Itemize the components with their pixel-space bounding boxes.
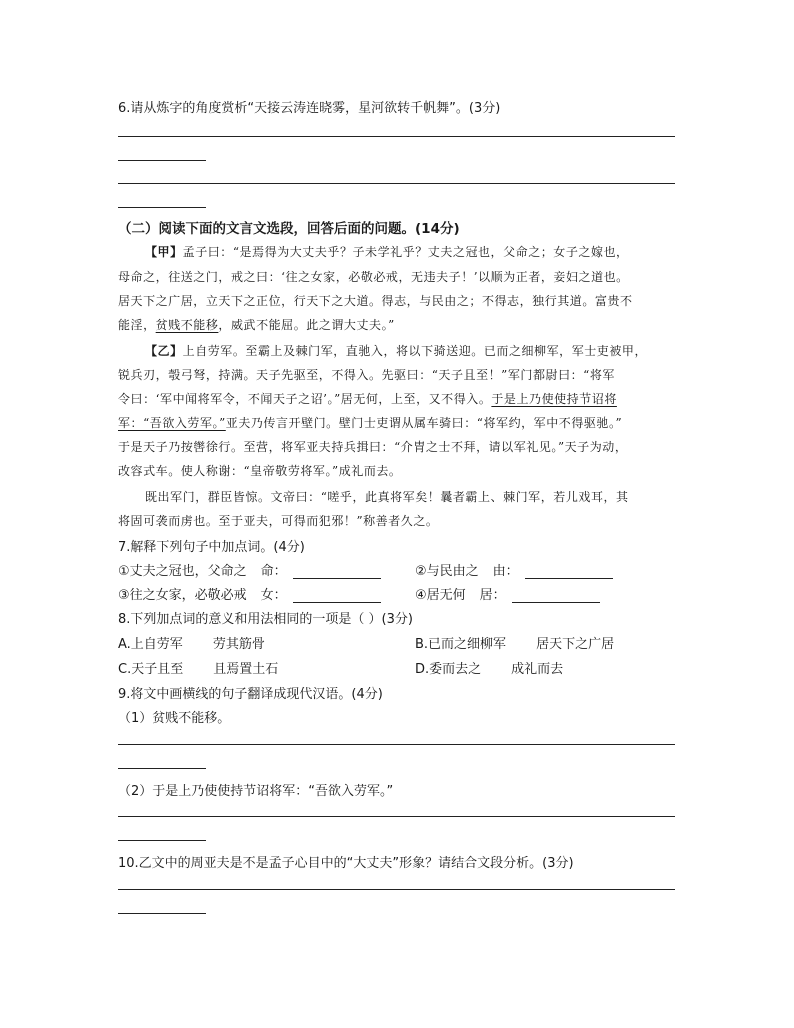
answer-line xyxy=(118,207,206,208)
q7-item-1: ①丈夫之冠也，父命之 命： xyxy=(118,560,381,579)
answer-line xyxy=(118,136,675,137)
answer-line xyxy=(118,768,206,769)
answer-blank[interactable] xyxy=(293,589,381,603)
answer-blank[interactable] xyxy=(525,565,613,579)
q7-item-2: ②与民由之 由： xyxy=(415,560,613,579)
passage-yi-tag: 【乙】 xyxy=(145,344,183,358)
question-7-title: 7.解释下列句子中加点词。(4分) xyxy=(118,540,305,555)
underlined-sentence: 贫贱不能移 xyxy=(155,318,219,332)
question-9-sub-1: （1）贫贱不能移。 xyxy=(118,711,231,726)
section-2-title: （二）阅读下面的文言文选段，回答后面的问题。(14分) xyxy=(118,221,460,237)
passage-yi-line: 锐兵刃，彀弓弩，持满。天子先驱至，不得入。先驱曰：“天子且至！”军门都尉曰：“将军 xyxy=(118,368,615,382)
q7-item-3: ③往之女家，必敬必戒 女： xyxy=(118,584,381,603)
answer-line xyxy=(118,160,206,161)
passage-jia-line: 能淫，贫贱不能移，威武不能屈。此之谓大丈夫。” xyxy=(118,318,395,332)
passage-yi-line: 将固可袭而虏也。至于亚夫，可得而犯邪！”称善者久之。 xyxy=(118,514,439,528)
question-8-title: 8.下列加点词的意义和用法相同的一项是（ ）(3分) xyxy=(118,612,413,627)
option-d[interactable]: D.委而去之 成礼而去 xyxy=(415,662,564,677)
passage-jia-tag: 【甲】 xyxy=(145,245,183,259)
answer-line xyxy=(118,816,675,817)
passage-jia-line: 【甲】孟子曰：“是焉得为大丈夫乎？子未学礼乎？丈夫之冠也，父命之；女子之嫁也， xyxy=(145,245,629,259)
q7-item-4: ④居无何 居： xyxy=(415,584,600,603)
answer-blank[interactable] xyxy=(293,565,381,579)
answer-line xyxy=(118,183,675,184)
option-c[interactable]: C.天子且至 且焉置土石 xyxy=(118,662,279,677)
passage-yi-line: 改容式车。使人称谢：“皇帝敬劳将军。”成礼而去。 xyxy=(118,464,402,478)
passage-yi-line: 既出军门，群臣皆惊。文帝曰：“嗟乎，此真将军矣！曩者霸上、棘门军，若儿戏耳，其 xyxy=(145,490,629,504)
question-6: 6.请从炼字的角度赏析“天接云涛连晓雾，星河欲转千帆舞”。(3分) xyxy=(118,101,501,116)
passage-jia-line: 居天下之广居，立天下之正位，行天下之大道。得志，与民由之；不得志，独行其道。富贵不 xyxy=(118,294,633,308)
option-b[interactable]: B.已而之细柳军 居天下之广居 xyxy=(415,637,615,652)
passage-yi-line: 【乙】上自劳军。至霸上及棘门军，直驰入，将以下骑送迎。已而之细柳军，军士吏被甲， xyxy=(145,344,648,358)
question-10: 10.乙文中的周亚夫是不是孟子心目中的“大丈夫”形象？请结合文段分析。(3分) xyxy=(118,856,574,871)
passage-yi-line: 令曰：‘军中闻将军令，不闻天子之诏’。”居无何，上至，又不得入。于是上乃使使持节诏将 xyxy=(118,392,617,406)
passage-yi-line: 军：“吾欲入劳军。”亚夫乃传言开壁门。壁门士吏谓从属车骑曰：“将军约，军中不得驱驰。” xyxy=(118,416,623,430)
answer-blank[interactable] xyxy=(512,589,600,603)
question-9-title: 9.将文中画横线的句子翻译成现代汉语。(4分) xyxy=(118,687,383,702)
question-9-sub-2: （2）于是上乃使使持节诏将军：“吾欲入劳军。” xyxy=(118,784,394,799)
answer-line xyxy=(118,744,675,745)
passage-yi-line: 于是天子乃按辔徐行。至营，将军亚夫持兵揖曰：“介胄之士不拜，请以军礼见。”天子为动， xyxy=(118,440,628,454)
passage-jia-line: 母命之，往送之门，戒之曰：‘往之女家，必敬必戒，无违夫子！’以顺为正者，妾妇之道也。 xyxy=(118,270,629,284)
underlined-sentence: 于是上乃使使持节诏将 xyxy=(491,392,617,406)
answer-line xyxy=(118,913,206,914)
answer-line xyxy=(118,840,206,841)
option-a[interactable]: A.上自劳军 劳其筋骨 xyxy=(118,637,265,652)
underlined-sentence: 军：“吾欲入劳军。” xyxy=(118,416,226,430)
answer-line xyxy=(118,889,675,890)
